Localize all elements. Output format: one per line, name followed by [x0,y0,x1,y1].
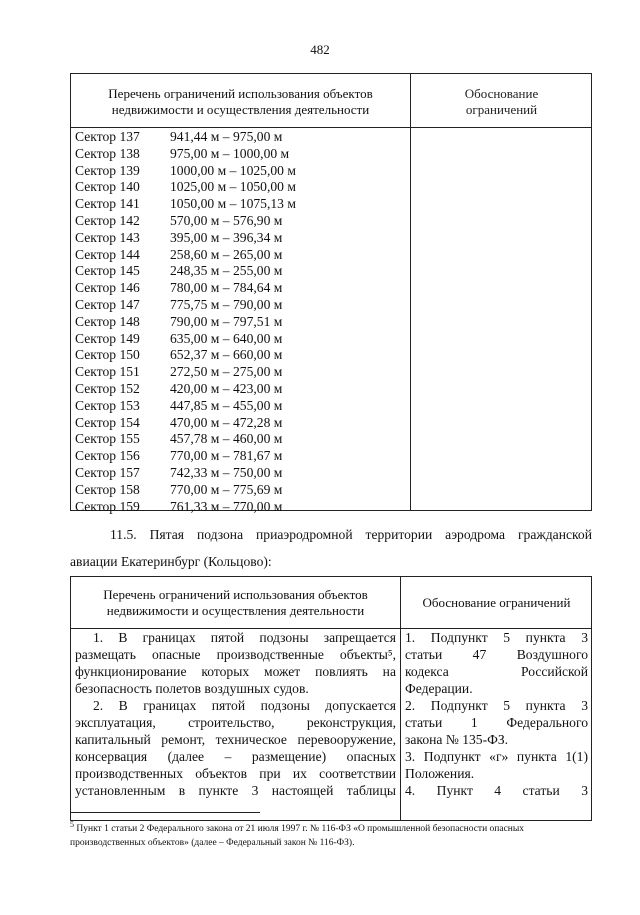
table2-header-restrictions: Перечень ограничений использования объектов недвижимости и осуществления деятельности [71,577,401,629]
sector-range: 652,37 м – 660,00 м [170,347,283,363]
sector-row [71,347,410,364]
sector-name: Сектор 152 [75,380,140,396]
restriction-text-line: безопасность полетов воздушных судов. [75,681,309,696]
restriction-text-line: эксплуатация, строительство, реконструкция, [75,715,396,730]
sector-name: Сектор 150 [75,347,140,363]
restriction-text-line: консервация (далее – размещение) опасных [75,749,396,764]
sector-range: 770,00 м – 775,69 м [170,481,283,497]
sector-range: 457,78 м – 460,00 м [170,431,283,447]
sector-range: 780,00 м – 784,64 м [170,280,283,296]
sector-range: 790,00 м – 797,51 м [170,313,283,329]
sector-row [71,381,410,398]
sector-range: 635,00 м – 640,00 м [170,330,283,346]
sector-name: Сектор 138 [75,145,140,161]
sector-row [71,196,410,213]
sector-name: Сектор 144 [75,246,140,262]
sector-range: 258,60 м – 265,00 м [170,246,283,262]
restriction-text-line: капитальный ремонт, техническое перевооружение, [75,732,396,747]
sector-range: 272,50 м – 275,00 м [170,364,283,380]
sector-name: Сектор 142 [75,212,140,228]
sector-row [71,179,410,196]
justification-text-line: 3. Подпункт «г» пункта 1(1) [405,749,588,764]
sector-row [71,263,410,280]
restrictions-table-fifth-subzone [70,576,592,821]
sector-name: Сектор 141 [75,196,140,212]
sector-name: Сектор 151 [75,364,140,380]
sector-row [71,213,410,230]
sector-row [71,448,410,465]
sector-range: 742,33 м – 750,00 м [170,464,283,480]
sector-row [71,364,410,381]
footnote [70,818,592,850]
justification-text-line: 2. Подпункт 5 пункта 3 [405,698,588,713]
footnote-line2: производственных объектов» (далее – Федеральный закон № 116-ФЗ). [70,838,355,849]
sector-row [71,163,410,180]
sector-name: Сектор 157 [75,464,140,480]
sector-row [71,146,410,163]
table1-sector-list [71,128,411,514]
justification-text-line: кодекса Российской [405,664,588,679]
sector-row [71,129,410,146]
sector-row [71,499,410,516]
sector-range: 395,00 м – 396,34 м [170,229,283,245]
sector-name: Сектор 149 [75,330,140,346]
subzone-paragraph-line2: авиации Екатеринбург (Кольцово): [70,554,272,569]
sector-range: 570,00 м – 576,90 м [170,212,283,228]
sector-name: Сектор 155 [75,431,140,447]
sector-range: 1050,00 м – 1075,13 м [170,196,296,212]
sector-row [71,247,410,264]
sector-range: 447,85 м – 455,00 м [170,397,283,413]
sector-range: 420,00 м – 423,00 м [170,380,283,396]
restriction-text-line: установленным в пункте 3 настоящей таблицы [75,783,396,798]
sector-name: Сектор 137 [75,129,140,144]
sector-name: Сектор 145 [75,263,140,279]
restriction-text-line: производственных объектов при их соответствии [75,766,396,781]
sector-range: 470,00 м – 472,28 м [170,414,283,430]
justification-text-line: статьи 1 Федерального [405,715,588,730]
sector-name: Сектор 156 [75,448,140,464]
justification-text-line: 1. Подпункт 5 пункта 3 [405,630,588,645]
sector-range: 770,00 м – 781,67 м [170,448,283,464]
sector-row [71,280,410,297]
sector-name: Сектор 140 [75,179,140,195]
sector-name: Сектор 139 [75,162,140,178]
table1-header-restrictions: Перечень ограничений использования объектов недвижимости и осуществления деятельности [71,74,411,128]
footnote-marker: 5 [70,820,74,829]
table2-justification-text [401,629,592,820]
table2-restrictions-text [71,629,401,820]
table2-header-justification: Обоснование ограничений [401,577,592,629]
sector-name: Сектор 148 [75,313,140,329]
restriction-text-line: размещать опасные производственные объекты⁵, [75,647,396,662]
table1-header-justification: Обоснование ограничений [411,74,592,128]
sector-name: Сектор 158 [75,481,140,497]
sector-name: Сектор 154 [75,414,140,430]
sector-name: Сектор 159 [75,498,140,514]
justification-text-line: Положения. [405,766,475,781]
sector-row [71,398,410,415]
sector-range: 775,75 м – 790,00 м [170,296,283,312]
sector-row [71,415,410,432]
footnote-line1: Пункт 1 статьи 2 Федерального закона от 21 июля 1997 г. № 116-ФЗ «О промышленной безопасности опасных [76,824,525,835]
sector-row [71,297,410,314]
justification-text-line: 4. Пункт 4 статьи 3 [405,783,588,798]
sector-name: Сектор 153 [75,397,140,413]
sector-range: 248,35 м – 255,00 м [170,263,283,279]
sector-row [71,482,410,499]
sector-range: 975,00 м – 1000,00 м [170,145,290,161]
page-number: 482 [310,42,330,57]
restriction-text-line: 1. В границах пятой подзоны запрещается [93,630,396,645]
sector-range: 1025,00 м – 1050,00 м [170,179,296,195]
footnote-divider [70,812,260,813]
restriction-text-line: функционирование которых может повлиять на [75,664,396,679]
sector-row [71,314,410,331]
sector-row [71,431,410,448]
justification-text-line: закона № 135-ФЗ. [405,732,509,747]
sector-name: Сектор 147 [75,296,140,312]
subzone-paragraph-line1: 11.5. Пятая подзона приаэродромной территории аэродрома гражданской [110,527,592,542]
sector-name: Сектор 143 [75,229,140,245]
sector-row [71,230,410,247]
sector-range: 1000,00 м – 1025,00 м [170,162,296,178]
sector-row [71,331,410,348]
sector-name: Сектор 146 [75,280,140,296]
justification-text-line: Федерации. [405,681,473,696]
sector-range: 761,33 м – 770,00 м [170,498,283,514]
sector-range: 941,44 м – 975,00 м [170,129,283,144]
justification-text-line: статьи 47 Воздушного [405,647,588,662]
restriction-text-line: 2. В границах пятой подзоны допускается [93,698,396,713]
sector-row [71,465,410,482]
restrictions-table-sectors [70,73,592,514]
